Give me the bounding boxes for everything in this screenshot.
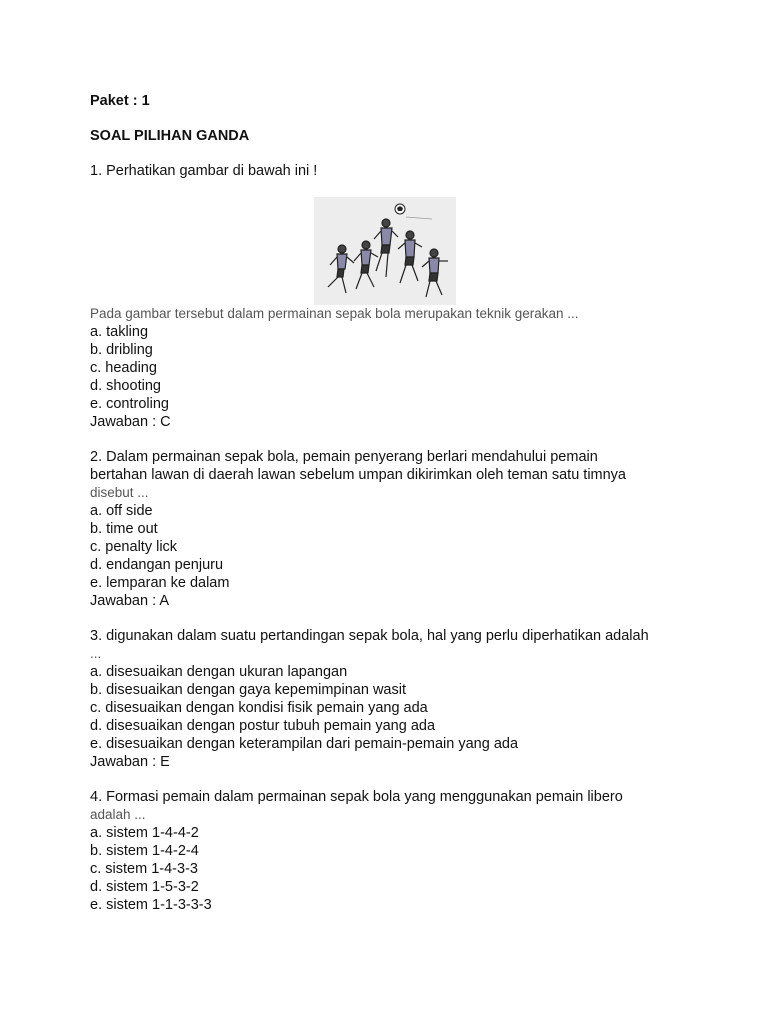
question-3-stem-line-1: 3. digunakan dalam suatu pertandingan sepak bola, hal yang perlu diperhatikan adalah	[90, 628, 649, 644]
option-4a: a. sistem 1-4-4-2	[90, 825, 199, 841]
answer-2: Jawaban : A	[90, 593, 169, 609]
option-4b: b. sistem 1-4-2-4	[90, 843, 199, 859]
question-1	[90, 162, 690, 431]
option-1e: e. controling	[90, 396, 169, 412]
paket-label: Paket : 1	[90, 93, 150, 109]
answer-3: Jawaban : E	[90, 754, 170, 770]
question-1-stem: Pada gambar tersebut dalam permainan sepak bola merupakan teknik gerakan ...	[90, 306, 579, 321]
question-3	[90, 627, 690, 771]
option-2c: c. penalty lick	[90, 539, 178, 555]
option-1c: c. heading	[90, 360, 157, 376]
question-3-stem-line-2: ...	[90, 646, 102, 661]
option-1d: d. shooting	[90, 378, 161, 394]
option-3c: c. disesuaikan dengan kondisi fisik pemain yang ada	[90, 700, 428, 716]
question-2-stem-line-3: disebut ...	[90, 485, 149, 500]
option-4c: c. sistem 1-4-3-3	[90, 861, 198, 877]
option-4e: e. sistem 1-1-3-3-3	[90, 897, 212, 913]
question-2-stem-line-2: bertahan lawan di daerah lawan sebelum umpan dikirimkan oleh teman satu timnya	[90, 467, 626, 483]
option-4d: d. sistem 1-5-3-2	[90, 879, 199, 895]
option-1a: a. takling	[90, 324, 149, 340]
question-2	[90, 448, 690, 610]
option-3e: e. disesuaikan dengan keterampilan dari pemain-pemain yang ada	[90, 736, 519, 752]
option-1b: b. dribling	[90, 342, 153, 358]
heading-illustration	[314, 197, 456, 305]
question-4-stem-line-1: 4. Formasi pemain dalam permainan sepak bola yang menggunakan pemain libero	[90, 789, 623, 805]
option-3a: a. disesuaikan dengan ukuran lapangan	[90, 664, 348, 680]
option-3d: d. disesuaikan dengan postur tubuh pemain yang ada	[90, 718, 436, 734]
option-2b: b. time out	[90, 521, 158, 537]
answer-1: Jawaban : C	[90, 414, 171, 430]
question-2-stem-line-1: 2. Dalam permainan sepak bola, pemain penyerang berlari mendahului pemain	[90, 449, 598, 465]
question-1-intro: 1. Perhatikan gambar di bawah ini !	[90, 163, 318, 179]
document-page	[90, 92, 690, 914]
option-2a: a. off side	[90, 503, 153, 519]
section-title: SOAL PILIHAN GANDA	[90, 128, 250, 144]
question-4-stem-line-2: adalah ...	[90, 807, 146, 822]
question-4	[90, 788, 690, 914]
option-2d: d. endangan penjuru	[90, 557, 224, 573]
option-2e: e. lemparan ke dalam	[90, 575, 230, 591]
option-3b: b. disesuaikan dengan gaya kepemimpinan wasit	[90, 682, 406, 698]
